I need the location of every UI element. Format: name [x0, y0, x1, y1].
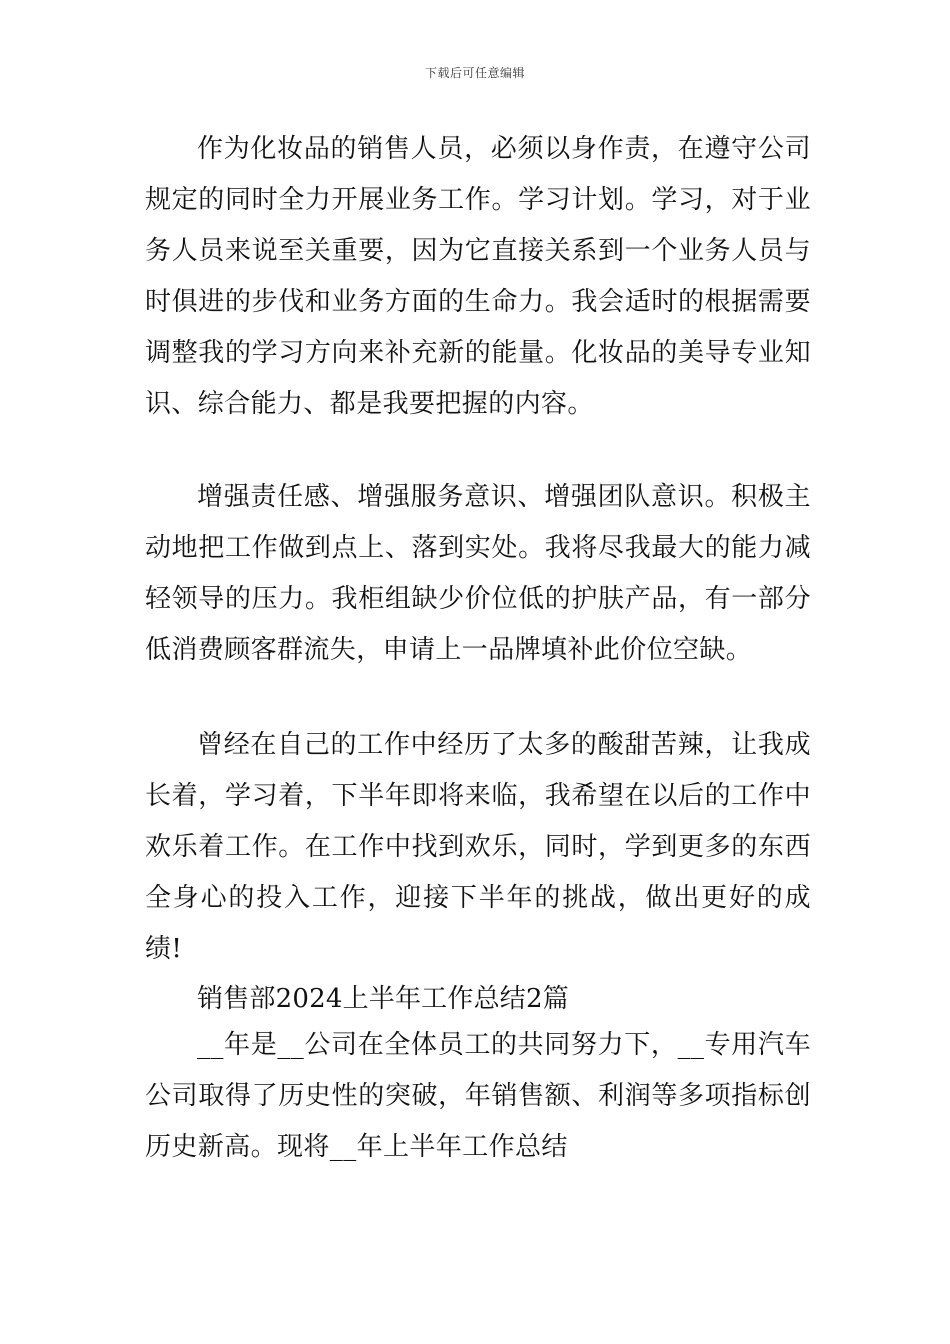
body-paragraph-3: 曾经在自己的工作中经历了太多的酸甜苦辣，让我成长着，学习着，下半年即将来临，我希望在以后的工作中欢乐着工作。在工作中找到欢乐，同时，学到更多的东西全身心的投入工作，迎接下半年的挑战，做出更好的成绩!: [145, 730, 811, 964]
body-paragraph-1: 作为化妆品的销售人员，必须以身作责，在遵守公司规定的同时全力开展业务工作。学习计划。学习，对于业务人员来说至关重要，因为它直接关系到一个业务人员与时俱进的步伐和业务方面的生命力。我会适时的根据需要调整我的学习方向来补充新的能量。化妆品的美导专业知识、综合能力、都是我要把握的内容。: [145, 134, 811, 419]
section-title: 销售部2024上半年工作总结2篇: [197, 984, 569, 1014]
header-note: 下载后可任意编辑: [424, 66, 525, 80]
section-intro-paragraph: __年是__公司在全体员工的共同努力下，__专用汽车公司取得了历史性的突破，年销售额、利润等多项指标创历史新高。现将__年上半年工作总结: [145, 1030, 811, 1162]
body-paragraph-2: 增强责任感、增强服务意识、增强团队意识。积极主动地把工作做到点上、落到实处。我将尽我最大的能力减轻领导的压力。我柜组缺少价位低的护肤产品，有一部分低消费顾客群流失，申请上一品牌填补此价位空缺。: [145, 482, 811, 665]
